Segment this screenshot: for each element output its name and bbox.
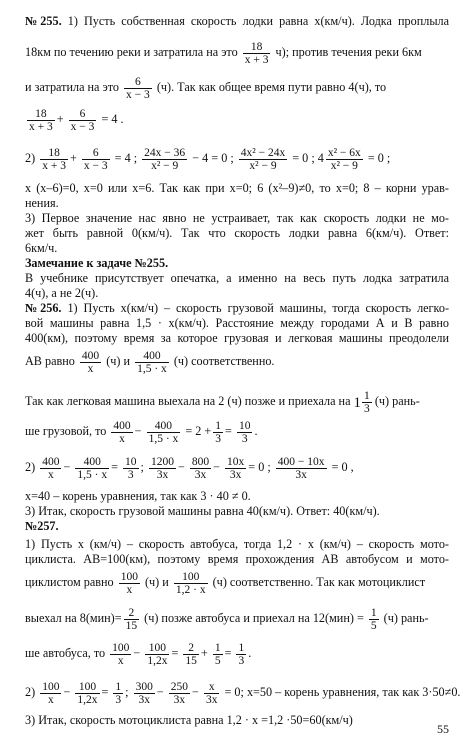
n255-step3-2: жет быть равной 0(км/ч). Так что скорость лодки равна 6(км/ч). Ответ: xyxy=(25,226,449,240)
remark-line-1: В учебнике присутствует опечатка, а именно на весь путь лодка затратила xyxy=(25,271,449,285)
n256-line-2: вой машины равна 1,5 · x(км/ч). Расстояние между городами А и В равно xyxy=(25,316,449,330)
remark-line-2: 4(ч), а не 2(ч). xyxy=(25,286,99,300)
item-label: 2) xyxy=(25,151,36,165)
fraction-1-3: $\frac{1}{3}$ xyxy=(238,641,245,667)
fraction-400-10x: $\frac{400 - 10x}{3x}$ xyxy=(277,455,325,481)
n257-answer: 3) Итак, скорость мотоциклиста равна 1,2 · x =1,2 ·50=60(км/ч) xyxy=(25,713,353,727)
n255-line-3 xyxy=(25,72,449,102)
n255-solution-2: нения. xyxy=(25,196,59,210)
fraction-100-x: $\frac{100}{x}$ xyxy=(112,641,130,667)
fraction-400-x: $\frac{400}{x}$ xyxy=(81,349,100,375)
fraction-400-15x: $\frac{400}{1,5 \cdot x}$ xyxy=(148,419,179,445)
fraction-400-x: $\frac{400}{x}$ xyxy=(42,455,60,481)
n255-equation-1: $\frac{18}{x + 3}$ + $\frac{6}{x - 3}$ = 4 . xyxy=(29,107,124,133)
n256-line-4: АВ равно $\frac{400}{x}$ (ч) и $\frac{400}{1,5 \cdot x}$ (ч) соответственно. xyxy=(25,349,275,375)
fraction-6-x-3: $\frac{6}{x - 3}$ xyxy=(126,75,150,101)
fraction-10-3: $\frac{10}{3}$ xyxy=(125,455,137,481)
fraction-24x: $\frac{24x - 36}{\text{x² − 9}}$ xyxy=(144,146,186,172)
fraction-400-x: $\frac{400}{x}$ xyxy=(113,419,131,445)
n255-equation-2: 2) $\frac{18}{x + 3}$ + $\frac{6}{x - 3}$ = 4 ; $\frac{24x - 36}{\text{x² − 9}}$ − 4 = 0 ; $\frac{\text{4x² − 24x}}{\text{x² − 9}}$ = 0 ; 4 $\frac{\text{x² − 6x}}{\text{x² − 9}}$ = 0 ; xyxy=(25,146,391,172)
fraction-18-x3: $\frac{18}{x + 3}$ xyxy=(244,40,269,66)
fraction-18-x3: $\frac{18}{x + 3}$ xyxy=(42,146,66,172)
n256-line-1: №256. 1) Пусть x(км/ч) – скорость грузовой машины, тогда скорость легко- xyxy=(25,301,450,315)
fraction-4x2: $\frac{\text{4x² − 24x}}{\text{x² − 9}}$ xyxy=(240,146,286,172)
fraction-18-x3: $\frac{18}{x + 3}$ xyxy=(29,107,53,133)
fraction-1-5: $\frac{1}{5}$ xyxy=(214,641,221,667)
fraction-6-x-3: $\frac{6}{x - 3}$ xyxy=(83,146,108,172)
n257-line-3: циклистом равно $\frac{100}{x}$ (ч) и $\frac{100}{1,2 \cdot x}$ (ч) соответственно. Так как мотоциклист xyxy=(25,570,426,596)
fraction-400-15x: $\frac{400}{1,5 \cdot x}$ xyxy=(137,349,167,375)
fraction-400-15x: $\frac{400}{1,5 \cdot x}$ xyxy=(77,455,108,481)
task-257-label: №257. xyxy=(25,519,59,533)
n257-equation: 2) $\frac{100}{x}$ − $\frac{100}{1,2x}$ = $\frac{1}{3}$ ; $\frac{300}{3x}$ − $\frac{250}{3x}$ − $\frac{x}{3x}$ = 0; x=50 – корень уравнения, так как 3·50≠0. xyxy=(25,680,461,706)
n256-line-5: Так как легковая машина выехала на 2 (ч) позже и приехала на 1 $\frac{1}{3}$ (ч) рань- xyxy=(25,386,449,416)
fraction-100-x: $\frac{100}{x}$ xyxy=(42,680,60,706)
fraction-6-x-3: $\frac{6}{x - 3}$ xyxy=(70,107,95,133)
n255-step3-1: 3) Первое значение нас явно не устраивает, так как скорость лодки не мо- xyxy=(25,211,449,225)
equation-end: = 4 . xyxy=(101,112,124,126)
fraction-2-15: $\frac{2}{15}$ xyxy=(185,641,197,667)
n255-step3-3: 6км/ч. xyxy=(25,241,58,255)
fraction-2-15: $\frac{2}{15}$ xyxy=(125,606,138,632)
fraction-x2-6x: $\frac{\text{x² − 6x}}{\text{x² − 9}}$ xyxy=(327,146,361,172)
fraction-1-3: $\frac{1}{3}$ xyxy=(115,680,122,706)
n257-line-2: циклиста. АВ=100(км), поэтому время прохождения АВ автобусом и мото- xyxy=(25,552,449,566)
n256-root: x=40 – корень уравнения, так как 3 · 40 ≠ 0. xyxy=(25,489,251,503)
fraction-100-x: $\frac{100}{x}$ xyxy=(120,570,138,596)
n255-text: ч); против течения реки 6км xyxy=(275,45,422,59)
fraction-100-12x: $\frac{100}{1,2x}$ xyxy=(77,680,98,706)
n257-line-5: ше автобуса, то $\frac{100}{x}$ − $\frac{100}{1,2x}$ = $\frac{2}{15}$ + $\frac{1}{5}$ = $\frac{1}{3}$ . xyxy=(25,641,252,667)
fraction-250-3x: $\frac{250}{3x}$ xyxy=(170,680,189,706)
n256-line-6: ше грузовой, то $\frac{400}{x}$ − $\frac{400}{1,5 \cdot x}$ = 2 + $\frac{1}{3}$ = $\frac{10}{3}$ . xyxy=(25,419,258,445)
remark-title: Замечание к задаче №255. xyxy=(25,256,169,270)
fraction-1-3: $\frac{1}{3}$ xyxy=(215,419,222,445)
n257-line-4: выехал на 8(мин)= $\frac{2}{15}$ (ч) позже автобуса и приехал на 12(мин) = $\frac{1}{5}$ (ч) рань- xyxy=(25,606,429,632)
page-number: 55 xyxy=(437,722,449,736)
mixed-number: 1 $\frac{1}{3}$ xyxy=(353,390,370,416)
task-256-label: №256. xyxy=(25,301,62,315)
n256-answer: 3) Итак, скорость грузовой машины равна 40(км/ч). Ответ: 40(км/ч). xyxy=(25,504,380,518)
fraction-800-3x: $\frac{800}{3x}$ xyxy=(191,455,210,481)
task-255-label: №255. xyxy=(25,14,62,28)
n256-line-3: 400(км), поэтому время за которое грузовая и легковая машины преодолели xyxy=(25,331,449,345)
fraction-300-3x: $\frac{300}{3x}$ xyxy=(135,680,153,706)
n255-line-2 xyxy=(25,37,449,67)
n255-text: и затратила на это xyxy=(25,80,119,94)
fraction-1-5: $\frac{1}{5}$ xyxy=(370,606,377,632)
fraction-1200-3x: $\frac{1200}{3x}$ xyxy=(150,455,174,481)
n255-intro: 1) Пусть собственная скорость лодки равна x(км/ч). Лодка проплыла xyxy=(67,14,450,28)
fraction-100-12x: $\frac{100}{1,2 \cdot x}$ xyxy=(175,570,206,596)
n255-text: 18км по течению реки и затратила на это xyxy=(25,45,238,59)
fraction-x-3x: $\frac{x}{3x}$ xyxy=(205,680,218,706)
fraction-10x-3x: $\frac{10x}{3x}$ xyxy=(227,455,245,481)
n255-line-1 xyxy=(25,14,449,29)
fraction-10-3: $\frac{10}{3}$ xyxy=(238,419,251,445)
fraction-100-12x: $\frac{100}{1,2x}$ xyxy=(147,641,168,667)
n255-solution-1: x (x–6)=0, x=0 или x=6. Так как при x=0; 6 (x²–9)≠0, то x=0; 8 – корни урав- xyxy=(25,181,449,195)
n257-line-1: 1) Пусть x (км/ч) – скорость автобуса, тогда 1,2 · x (км/ч) – скорость мото- xyxy=(25,537,449,551)
n256-equation: 2) $\frac{400}{x}$ − $\frac{400}{1,5 \cdot x}$ = $\frac{10}{3}$ ; $\frac{1200}{3x}$ − $\frac{800}{3x}$ − $\frac{10x}{3x}$ = 0 ; $\frac{400 - 10x}{3x}$ = 0 , xyxy=(25,455,354,481)
n255-text: (ч). Так как общее время пути равно 4(ч), то xyxy=(156,80,387,94)
